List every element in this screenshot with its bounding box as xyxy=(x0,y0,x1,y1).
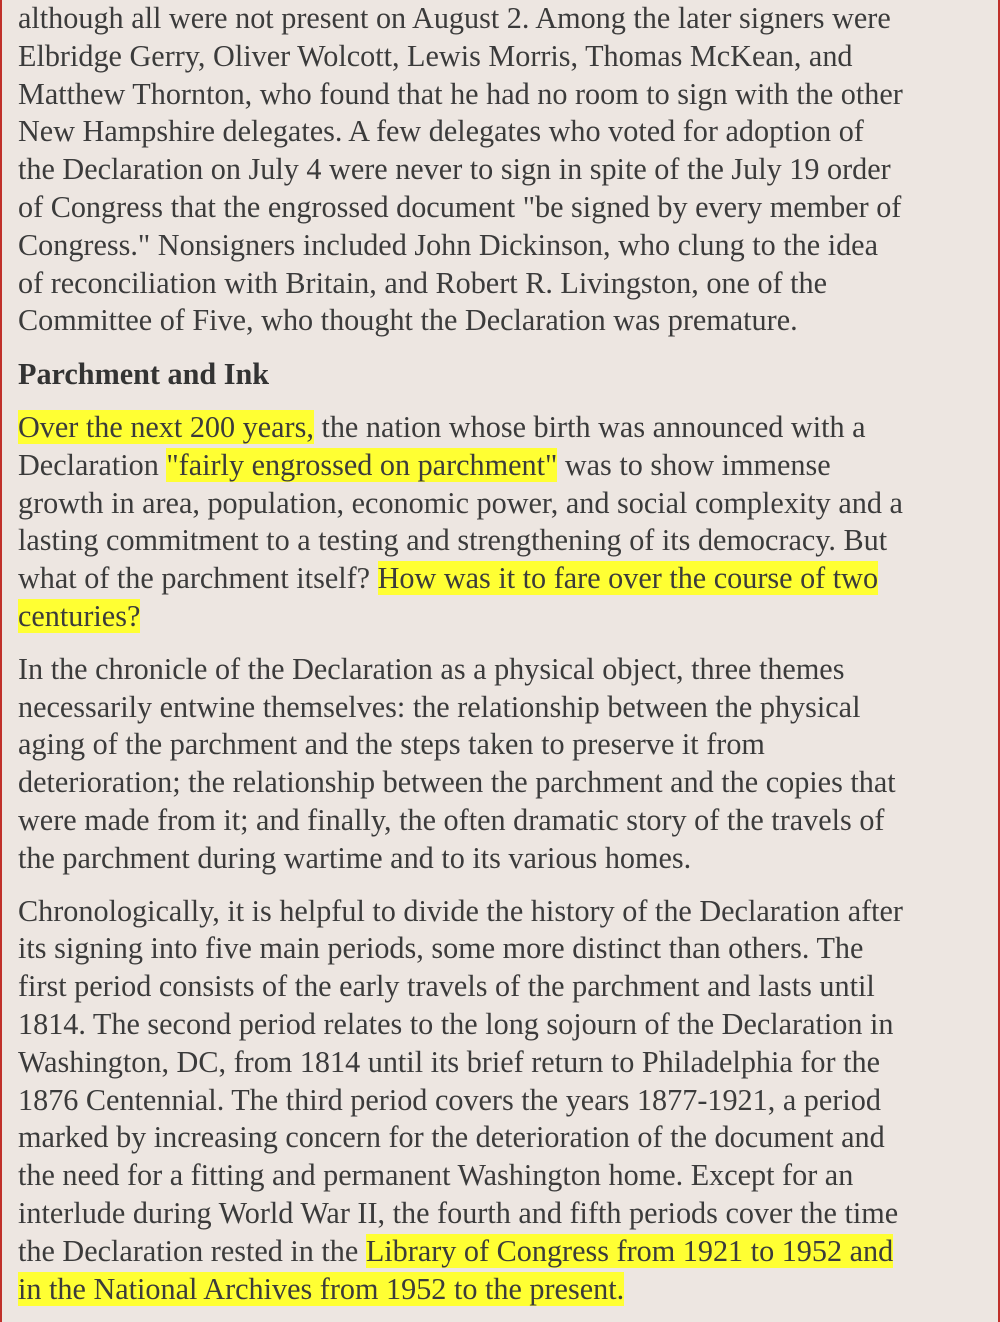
text-line: lasting commitment to a testing and strengthening of its democracy. But xyxy=(18,523,888,558)
paragraph-parchment xyxy=(18,409,990,636)
text-line: 1814. The second period relates to the long sojourn of the Declaration in xyxy=(18,1006,894,1041)
text-line: of reconciliation with Britain, and Robert R. Livingston, one of the xyxy=(18,265,828,300)
text-line: were made from it; and finally, the often dramatic story of the travels of xyxy=(18,802,885,837)
text-line: New Hampshire delegates. A few delegates who voted for adoption of xyxy=(18,114,864,149)
text-segment: what of the parchment itself? xyxy=(18,561,378,596)
text-line: interlude during World War II, the fourth and fifth periods cover the time xyxy=(18,1195,899,1230)
paragraph-spacer xyxy=(18,636,990,651)
highlighted-text: centuries? xyxy=(18,598,141,633)
text-line: deterioration; the relationship between the parchment and the copies that xyxy=(18,765,896,800)
text-line: although all were not present on August 2. Among the later signers were xyxy=(18,1,891,35)
text-line: Committee of Five, who thought the Declaration was premature. xyxy=(18,303,798,338)
text-line: its signing into five main periods, some more distinct than others. The xyxy=(18,931,864,966)
text-line: the need for a fitting and permanent Washington home. Except for an xyxy=(18,1158,854,1193)
text-line xyxy=(18,560,990,598)
text-line: Matthew Thornton, who found that he had no room to sign with the other xyxy=(18,76,903,111)
text-line xyxy=(18,1271,990,1309)
text-line: the parchment during wartime and to its various homes. xyxy=(18,840,692,875)
document-body xyxy=(18,0,990,1308)
text-line: 1876 Centennial. The third period covers the years 1877-1921, a period xyxy=(18,1082,881,1117)
text-segment: the nation whose birth was announced with a xyxy=(313,409,866,444)
paragraph-chronology xyxy=(18,893,990,1309)
highlighted-text: Over the next 200 years, xyxy=(18,409,314,444)
text-line: necessarily entwine themselves: the relationship between the physical xyxy=(18,689,861,724)
highlighted-text: in the National Archives from 1952 to the present. xyxy=(18,1271,625,1306)
text-line xyxy=(18,598,990,636)
text-line: of Congress that the engrossed document "be signed by every member of xyxy=(18,189,902,224)
text-line xyxy=(18,1233,990,1271)
text-line: Chronologically, it is helpful to divide the history of the Declaration after xyxy=(18,893,903,928)
text-line: Washington, DC, from 1814 until its brief return to Philadelphia for the xyxy=(18,1044,880,1079)
text-line: In the chronicle of the Declaration as a physical object, three themes xyxy=(18,651,845,686)
text-line: the Declaration on July 4 were never to sign in spite of the July 19 order xyxy=(18,152,891,187)
highlighted-text: How was it to fare over the course of two xyxy=(377,561,879,596)
highlighted-text: "fairly engrossed on parchment" xyxy=(166,447,558,482)
highlighted-text: Library of Congress from 1921 to 1952 and xyxy=(365,1233,894,1268)
section-heading: Parchment and Ink xyxy=(18,357,270,392)
paragraph-spacer xyxy=(18,878,990,893)
text-line: Congress." Nonsigners included John Dickinson, who clung to the idea xyxy=(18,227,878,262)
text-line: Elbridge Gerry, Oliver Wolcott, Lewis Morris, Thomas McKean, and xyxy=(18,38,853,73)
paragraph-themes xyxy=(18,651,990,878)
text-line: marked by increasing concern for the deterioration of the document and xyxy=(18,1120,885,1155)
paragraph-signers xyxy=(18,0,990,340)
text-segment: was to show immense xyxy=(557,447,831,482)
text-line: first period consists of the early travels of the parchment and lasts until xyxy=(18,969,875,1004)
text-segment: Declaration xyxy=(18,447,167,482)
text-line xyxy=(18,409,990,447)
text-line: aging of the parchment and the steps taken to preserve it from xyxy=(18,727,765,762)
text-segment: the Declaration rested in the xyxy=(18,1233,366,1268)
text-line: growth in area, population, economic power, and social complexity and a xyxy=(18,485,903,520)
text-line xyxy=(18,447,990,485)
